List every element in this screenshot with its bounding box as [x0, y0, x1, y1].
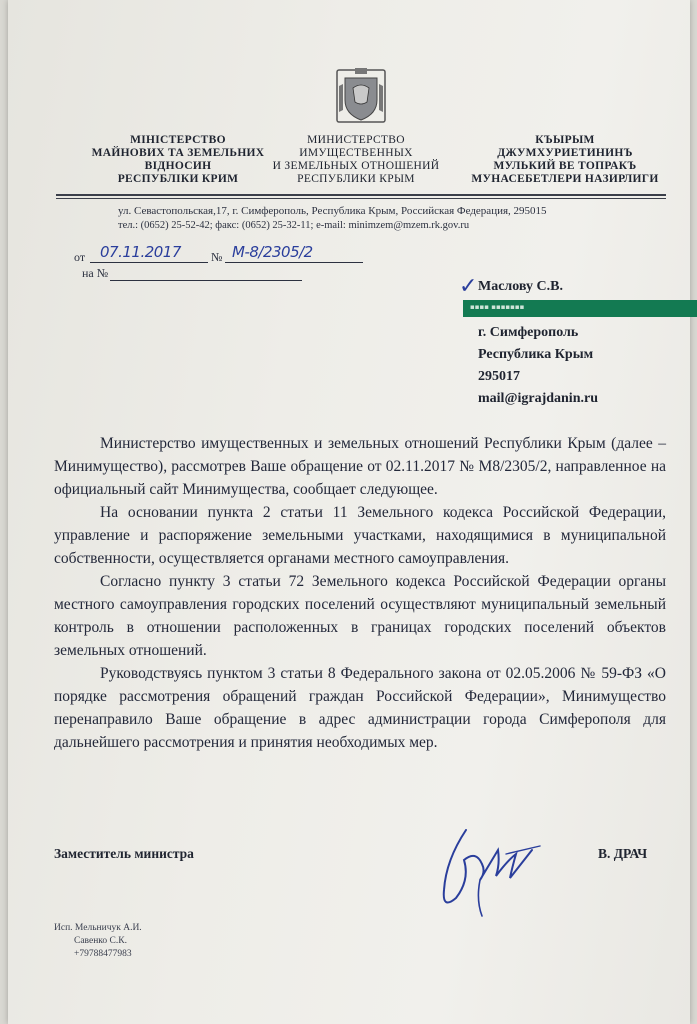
ref-from-label: от	[74, 250, 86, 264]
executor-line: Исп. Мельничук А.И.	[54, 923, 142, 933]
ministry-line: РЕСПУБЛІКИ КРИМ	[117, 173, 239, 185]
ministry-name-crimean-tatar	[460, 134, 670, 186]
ministry-line: РЕСПУБЛИКИ КРЫМ	[297, 173, 415, 185]
ministry-line: ВІДНОСИН	[144, 160, 212, 172]
executor-info	[54, 922, 142, 961]
body-paragraph: Согласно пункту 3 статьи 72 Земельного кодекса Российской Федерации органы местного самоуправления городских поселений осуществляют муниципальный земельный контроль в отношении расположенных в границах городских поселений объектов земельных отношений.	[54, 573, 666, 659]
recipient-name: Маслову С.В.	[478, 279, 563, 294]
handwritten-signature-icon	[436, 820, 546, 920]
recipient-postcode: 295017	[478, 369, 520, 384]
checkmark-icon: ✓	[459, 274, 478, 299]
ministry-line: ДЖУМХУРИЕТИНИНЪ	[497, 147, 633, 159]
recipient-region: Республика Крым	[478, 347, 594, 362]
signatory-name: В. ДРАЧ	[598, 846, 648, 861]
executor-line: Савенко С.К.	[74, 936, 127, 946]
ministry-line: МІНІСТЕРСТВО	[130, 134, 226, 146]
ref-number-label: №	[211, 250, 223, 264]
ministry-line: МУНАСЕБЕТЛЕРИ НАЗИРЛИГИ	[471, 173, 659, 185]
ministry-name-russian	[256, 134, 456, 186]
ministry-line: МИНИСТЕРСТВО	[307, 134, 405, 146]
letter-body	[54, 432, 666, 754]
recipient-city: г. Симферополь	[478, 325, 579, 340]
ministry-contacts: тел.: (0652) 25-52-42; факс: (0652) 25-32-11; e-mail: minimzem@mzem.rk.gov.ru	[118, 220, 470, 231]
body-paragraph: Руководствуясь пунктом 3 статьи 8 Федерального закона от 02.05.2006 № 59-ФЗ «О порядке рассмотрения обращений граждан Российской Федерации», Минимущество перенаправило Ваше обращение в адрес администрации города Симферополя для дальнейшего рассмотрения и принятия необходимых мер.	[54, 665, 666, 751]
letter-sheet	[8, 0, 690, 1024]
ministry-line: МУЛЬКИЙ ВЕ ТОПРАКЪ	[493, 160, 637, 172]
crimea-coat-of-arms-icon	[333, 66, 389, 126]
header-divider	[56, 194, 666, 196]
ministry-name-ukrainian	[78, 134, 278, 186]
header-divider-thin	[56, 198, 666, 199]
recipient-email: mail@igrajdanin.ru	[478, 391, 598, 406]
ministry-line: ИМУЩЕСТВЕННЫХ	[299, 147, 413, 159]
body-paragraph: Министерство имущественных и земельных отношений Республики Крым (далее – Минимущество), рассмотрев Ваше обращение от 02.11.2017 № М8/2305/2, направленное на официальный сайт Минимущества, сообщает следующее.	[54, 435, 666, 498]
ref-to-underline	[110, 264, 302, 281]
body-paragraph: На основании пункта 2 статьи 11 Земельного кодекса Российской Федерации, управление и распоряжение земельными участками, находящимися в муниципальной собственности, осуществляется органами местного самоуправления.	[54, 504, 666, 567]
ministry-line: МАЙНОВИХ ТА ЗЕМЕЛЬНИХ	[91, 147, 265, 159]
executor-phone: +79788477983	[74, 949, 132, 959]
ref-number: М-8/2305/2	[232, 243, 313, 261]
ref-date: 07.11.2017	[100, 243, 181, 261]
redacted-text-icon: ▪▪▪▪ ▪▪▪▪▪▪▪	[470, 303, 525, 311]
ministry-line: И ЗЕМЕЛЬНЫХ ОТНОШЕНИЙ	[272, 160, 440, 172]
signatory-title: Заместитель министра	[54, 846, 194, 861]
ministry-line: КЪЫРЫМ	[535, 134, 595, 146]
ministry-address: ул. Севастопольская,17, г. Симферополь, Республика Крым, Российская Федерация, 295015	[118, 205, 547, 217]
ref-to-label: на №	[82, 266, 109, 280]
